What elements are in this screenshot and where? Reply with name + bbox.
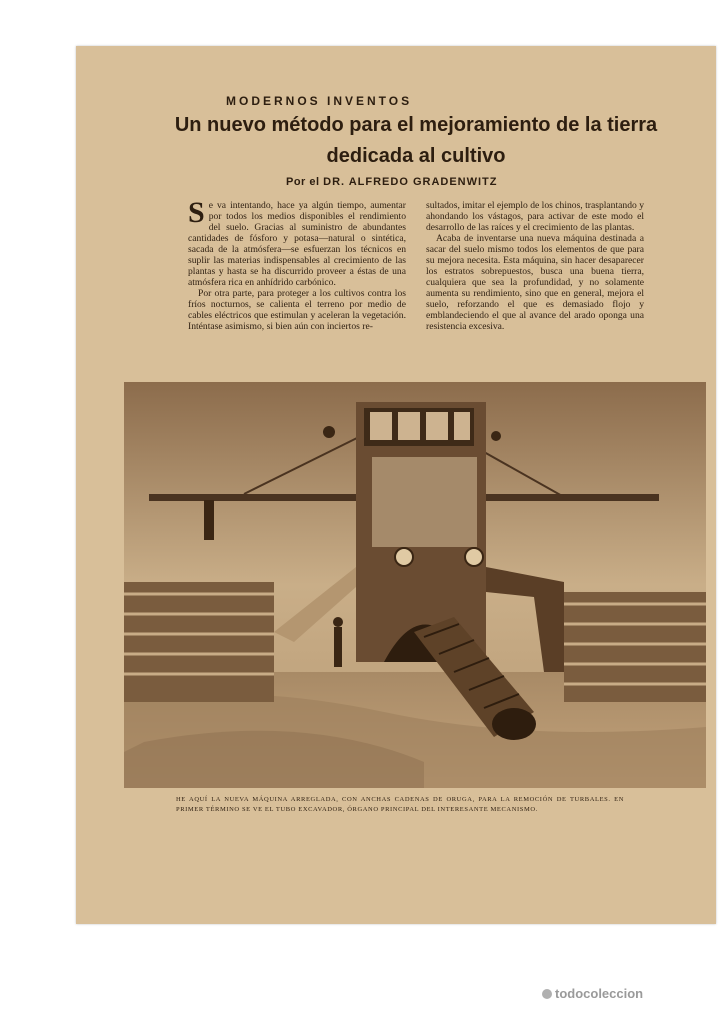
watermark-logo-icon: [542, 989, 552, 999]
paragraph-text: e va intentando, hace ya algún tiempo, aumentar por todos los medios disponibles el rendimiento del suelo. Gracias al suministro de abundantes cantidades de fósforo y potasa—natural o sintética, sacada de la atmósfera—se esfuerzan los técnicos en suplir las materias indispensables al crecimiento de las plantas y hasta se ha discurrido proveer a éstas de una atmósfera rica en anhídrido carbónico.: [188, 200, 406, 288]
article-title: Un nuevo método para el mejoramiento de la tierra dedicada al cultivo: [174, 114, 658, 167]
paragraph: Por otra parte, para proteger a los cultivos contra los fríos nocturnos, se calienta el terreno por medio de cables eléctricos que estimulan y aceleran la vegetación. Inténtase asimismo, si bien aún con inciertos re-: [188, 288, 406, 332]
paragraph: sultados, imitar el ejemplo de los chinos, trasplantando y ahondando los vástagos, para activar de este modo el desarrollo de las raíces y el crecimiento de las plantas.: [426, 200, 644, 233]
byline: [286, 176, 536, 188]
text-column-1: [188, 196, 406, 332]
author-name: DR. ALFREDO GRADENWITZ: [323, 176, 498, 188]
paragraph: [188, 196, 406, 288]
watermark: [542, 986, 712, 1001]
machine-photo: [124, 382, 706, 788]
photo-caption: HE AQUÍ LA NUEVA MÁQUINA ARREGLADA, CON ANCHAS CADENAS DE ORUGA, PARA LA REMOCIÓN DE TURBALES. EN PRIMER TÉRMINO SE VE EL TUBO EXCAVADOR, ÓRGANO PRINCIPAL DEL INTERESANTE MECANISMO.: [176, 796, 624, 813]
magazine-page: [76, 46, 716, 924]
paragraph: Acaba de inventarse una nueva máquina destinada a sacar del suelo mismo todos los elementos de que para su mejora necesita. Esta máquina, sin hacer desaparecer los estratos sobrepuestos, busca una buena tierra, cualquiera que sea la profundidad, y no solamente aumenta su rendimiento, sino que en general, mejora el suelo, reforzando el que es demasiado flojo y emblandeciendo el que al avance del arado oponga una resistencia excesiva.: [426, 233, 644, 332]
watermark-text: todocoleccion: [555, 986, 644, 1001]
drop-cap: S: [188, 196, 205, 229]
section-kicker: MODERNOS INVENTOS: [226, 94, 413, 108]
byline-prefix: Por el: [286, 176, 320, 188]
text-column-2: [426, 200, 644, 332]
